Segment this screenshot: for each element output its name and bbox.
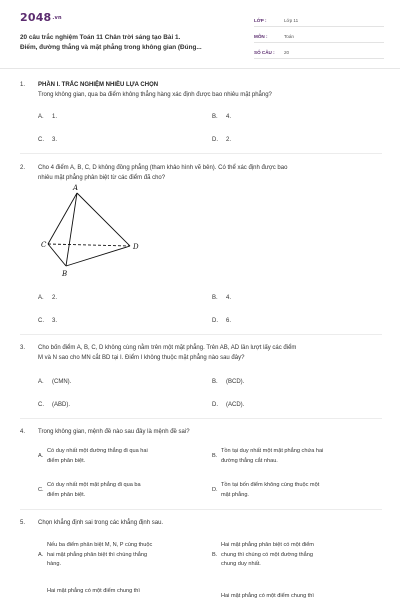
option-text: 1. [52, 114, 58, 120]
meta-count-label: SỐ CÂU : [254, 50, 275, 55]
question-text-line-1: Cho 4 điểm A, B, C, D không đồng phẳng (tham khảo hình vẽ bên). Có thể xác định được bao [38, 165, 288, 171]
option-letter: B. [212, 379, 218, 385]
label-a: A [73, 184, 79, 192]
option-letter: C. [38, 402, 44, 408]
edge-ac [48, 193, 77, 244]
title-line-2: Điểm, đường thẳng và mặt phẳng trong không gian (Đúng... [20, 44, 202, 51]
edge-ad [77, 193, 130, 246]
logo-text: 2048 [20, 11, 52, 24]
question-text-line-2: M và N sao cho MN cắt BD tại I. Điểm I không thuộc mặt phẳng nào sau đây? [38, 355, 245, 361]
option-text-line: Có duy nhất một đường thẳng đi qua hai [47, 448, 148, 454]
question-text: Chọn khẳng định sai trong các khẳng định sau. [38, 520, 164, 526]
option-text-line: chung duy nhất. [221, 561, 261, 567]
option-letter: B. [212, 114, 218, 120]
option-text: (ACD). [226, 402, 245, 408]
option-text-line: Nếu ba điểm phân biệt M, N, P cùng thuộc [47, 542, 153, 548]
option-letter: D. [212, 487, 218, 493]
question-divider [20, 153, 382, 154]
question-number: 1. [20, 82, 26, 88]
option-text: (ABD). [52, 402, 70, 408]
option-text-line: Có duy nhất một mặt phẳng đi qua ba [47, 482, 141, 488]
question-divider [20, 334, 382, 335]
question-number: 4. [20, 429, 26, 435]
option-letter: D. [212, 402, 218, 408]
edge-bd [66, 246, 130, 266]
option-letter: D. [212, 318, 218, 324]
option-text: 2. [226, 137, 232, 143]
question-number: 5. [20, 520, 26, 526]
option-text-line: hàng. [47, 561, 61, 567]
edge-cb [48, 244, 66, 266]
option-text: (CMN). [52, 379, 72, 385]
option-letter: C. [38, 318, 44, 324]
logo-suffix: .vn [52, 15, 62, 21]
meta-count-row [254, 48, 384, 59]
option-letter: A. [38, 114, 44, 120]
option-letter: B. [212, 453, 218, 459]
question-text-line-1: Cho bốn điểm A, B, C, D không cùng nằm trên một mặt phẳng. Trên AB, AD lần lượt lấy các điểm [38, 345, 297, 351]
option-text: 3. [52, 137, 58, 143]
question-divider [20, 418, 382, 419]
meta-subject-row [254, 32, 384, 43]
label-c: C [41, 241, 47, 249]
option-text-line: điểm phân biệt. [47, 491, 86, 498]
meta-class-value: Lớp 11 [284, 18, 299, 23]
tetrahedron-figure [40, 183, 139, 283]
question-divider [20, 509, 382, 510]
edge-cd-hidden [48, 244, 130, 246]
option-text: 4. [226, 295, 232, 301]
option-text-line: chung thì chúng có một đường thẳng [221, 551, 314, 558]
title-line-1: 20 câu trắc nghiệm Toán 11 Chân trời sáng tạo Bài 1. [20, 34, 181, 41]
option-text: (BCD). [226, 379, 245, 385]
question-text-line-2: nhiêu mặt phẳng phân biệt từ các điểm đã cho? [38, 175, 166, 181]
option-text-line: Tồn tại duy nhất một mặt phẳng chứa hai [221, 448, 324, 454]
question-text: Trong không gian, qua ba điểm không thẳng hàng xác định được bao nhiêu mặt phẳng? [38, 92, 272, 98]
option-text-line: Tồn tại bốn điểm không cùng thuộc một [221, 482, 320, 488]
option-text-line: mặt phẳng. [221, 491, 249, 498]
option-text: 3. [52, 318, 58, 324]
option-text: 6. [226, 318, 232, 324]
page-title [20, 33, 238, 53]
edge-ab [66, 193, 77, 266]
label-b: B [62, 270, 68, 278]
question-text: Trong không gian, mệnh đề nào sau đây là mệnh đề sai? [38, 429, 190, 435]
question-number: 3. [20, 345, 26, 351]
option-text: 4. [226, 114, 232, 120]
label-d: D [133, 243, 139, 251]
option-text: 2. [52, 295, 58, 301]
option-letter: A. [38, 295, 44, 301]
header-divider [0, 68, 400, 69]
option-text-line: điểm phân biệt. [47, 457, 86, 464]
option-letter: C. [38, 137, 44, 143]
page-header [0, 0, 400, 70]
option-letter: D. [212, 137, 218, 143]
question-number: 2. [20, 165, 26, 171]
meta-count-value: 20 [284, 50, 290, 55]
meta-class-row [254, 16, 384, 27]
option-text-line: Hai mặt phẳng có một điểm chung thì [221, 593, 314, 599]
option-letter: B. [212, 552, 218, 558]
option-text-line: đường thẳng cắt nhau. [221, 457, 278, 464]
option-letter: A. [38, 453, 44, 459]
section-heading: PHẦN I. TRẮC NGHIỆM NHIỀU LỰA CHỌN [38, 82, 159, 88]
meta-subject-label: MÔN : [254, 34, 268, 39]
meta-subject-value: Toán [284, 34, 294, 39]
option-text-line: hai mặt phẳng phân biệt thì chúng thẳng [47, 551, 148, 558]
option-text-line: Hai mặt phẳng có một điểm chung thì [47, 588, 140, 594]
option-letter: B. [212, 295, 218, 301]
option-letter: A. [38, 379, 44, 385]
option-letter: C. [38, 487, 44, 493]
meta-class-label: LỚP : [254, 18, 267, 23]
site-logo[interactable] [20, 11, 62, 24]
option-letter: A. [38, 552, 44, 558]
option-text-line: Hai mặt phẳng phân biệt có một điểm [221, 542, 314, 548]
